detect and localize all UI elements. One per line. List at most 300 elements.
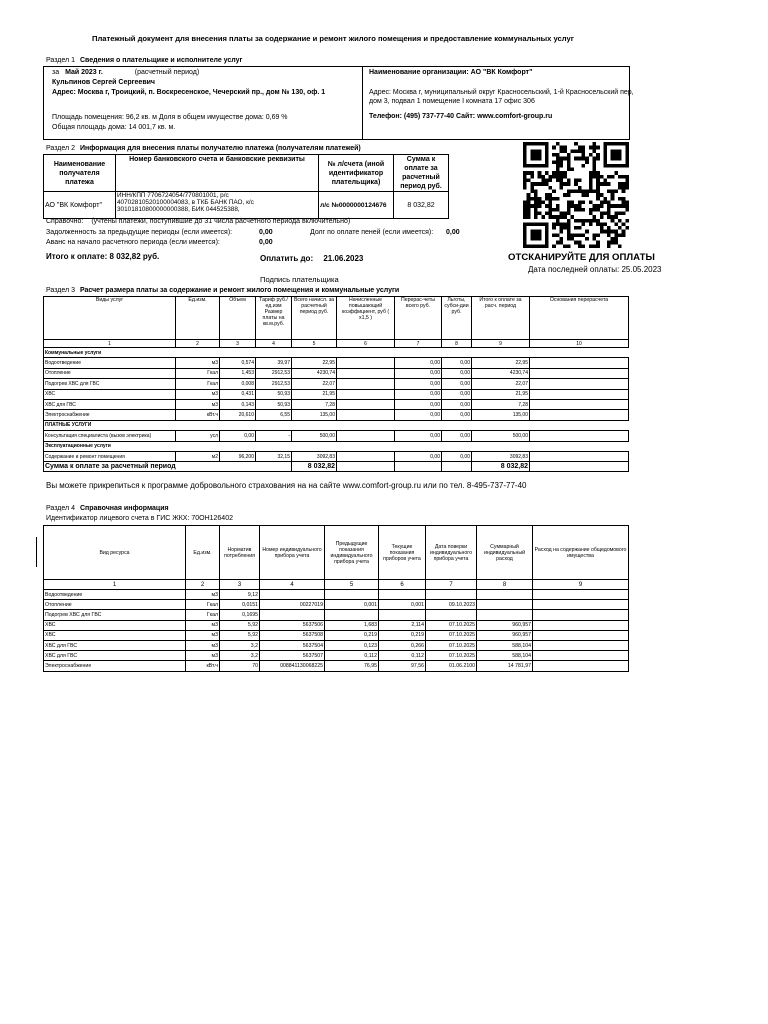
qr-module [592, 175, 596, 179]
qr-module [618, 226, 622, 230]
empty-cell [442, 462, 472, 472]
qr-module [560, 186, 564, 190]
table-cell: м3 [186, 630, 220, 640]
qr-module [592, 146, 596, 150]
qr-module [611, 215, 615, 219]
qr-module [589, 219, 593, 223]
qr-module [607, 211, 611, 215]
qr-module [611, 193, 615, 197]
box-divider [362, 67, 363, 139]
qr-module [556, 171, 560, 175]
table-cell [337, 368, 395, 378]
table-cell: - [256, 431, 292, 441]
table-cell: 0,00 [395, 389, 442, 399]
qr-module [596, 186, 600, 190]
qr-module [567, 164, 571, 168]
qr-module [574, 219, 578, 223]
empty-cell [472, 348, 530, 358]
qr-module [560, 149, 564, 153]
column-number: 9 [533, 580, 629, 590]
qr-module [589, 211, 593, 215]
qr-module [552, 215, 556, 219]
qr-module [552, 175, 556, 179]
qr-module [614, 204, 618, 208]
table-row [44, 410, 629, 420]
resource-name: ХВС [44, 630, 186, 640]
qr-module [578, 241, 582, 245]
qr-module [523, 171, 527, 175]
table-cell [337, 399, 395, 409]
table-cell: 9,12 [220, 590, 260, 600]
qr-module [523, 186, 527, 190]
qr-module [563, 215, 567, 219]
qr-module [596, 208, 600, 212]
qr-module [592, 168, 596, 172]
qr-module [530, 186, 534, 190]
qr-module [592, 171, 596, 175]
table-cell: 3,2 [220, 651, 260, 661]
qr-module [556, 208, 560, 212]
table-cell: 5637506 [260, 620, 325, 630]
table-row [44, 399, 629, 409]
reference-note: (учтены платежи, поступившие до 31 числа расчетного периода включительно) [91, 218, 351, 225]
empty-cell [395, 420, 442, 430]
table-cell: 0,219 [325, 630, 379, 640]
column-header: Текущие показания приборов учета [379, 526, 426, 580]
period-line [52, 69, 199, 77]
qr-module [611, 197, 615, 201]
group-row [44, 441, 629, 451]
table-cell [530, 358, 629, 368]
qr-module [592, 142, 596, 146]
table-cell: 0,00 [395, 399, 442, 409]
qr-module [589, 208, 593, 212]
table-cell: 0,001 [379, 600, 426, 610]
qr-module [541, 200, 545, 204]
total-row [44, 462, 629, 472]
qr-module [549, 175, 553, 179]
qr-module [625, 204, 629, 208]
qr-module [625, 226, 629, 230]
service-name: Отопление [44, 368, 176, 378]
column-number: 1 [44, 580, 186, 590]
table-cell: 1,453 [220, 368, 256, 378]
qr-module [556, 153, 560, 157]
table-cell: 6,55 [256, 410, 292, 420]
table-cell: 500,00 [292, 431, 337, 441]
qr-module [552, 222, 556, 226]
table-cell: 2912,53 [256, 368, 292, 378]
service-name: ХВС [44, 389, 176, 399]
qr-module [574, 182, 578, 186]
qr-module [603, 200, 607, 204]
qr-finder-core [530, 149, 541, 160]
qr-module [549, 186, 553, 190]
qr-module [614, 230, 618, 234]
qr-module [589, 200, 593, 204]
column-header: Виды услуг [44, 297, 176, 340]
section4-title: Справочная информация [79, 505, 169, 512]
column-number: 3 [220, 580, 260, 590]
qr-module [603, 230, 607, 234]
table-cell: 0,112 [325, 651, 379, 661]
section3-heading [46, 287, 399, 295]
resource-name: ХВС для ГВС [44, 651, 186, 661]
table-cell: Гкал [176, 379, 220, 389]
pay-until-label: Оплатить до: [260, 254, 314, 263]
qr-module [567, 230, 571, 234]
table-cell: 50,93 [256, 399, 292, 409]
qr-module [574, 233, 578, 237]
recipient-row [44, 192, 449, 219]
qr-module [567, 153, 571, 157]
group-row [44, 420, 629, 430]
qr-module [563, 171, 567, 175]
qr-module [578, 149, 582, 153]
qr-module [607, 190, 611, 194]
column-number: 8 [477, 580, 533, 590]
qr-module [622, 233, 626, 237]
qr-module [563, 222, 567, 226]
table-cell: 0,00 [220, 431, 256, 441]
table-cell: 00227019 [260, 600, 325, 610]
qr-module [560, 164, 564, 168]
qr-module [545, 171, 549, 175]
qr-module [589, 182, 593, 186]
qr-module [545, 182, 549, 186]
empty-cell [530, 420, 629, 430]
payer-signature: Подпись плательщика [260, 275, 339, 284]
table-cell: 0,00 [442, 389, 472, 399]
qr-module [581, 157, 585, 161]
qr-module [600, 204, 604, 208]
column-number: 2 [186, 580, 220, 590]
qr-module [571, 215, 575, 219]
table-cell [379, 610, 426, 620]
table-cell: 22,95 [472, 358, 530, 368]
qr-module [560, 222, 564, 226]
table-row [44, 379, 629, 389]
table-cell: 588,104 [477, 651, 533, 661]
qr-finder-core [611, 149, 622, 160]
qr-module [541, 175, 545, 179]
qr-module [560, 157, 564, 161]
qr-module [585, 237, 589, 241]
qr-module [552, 197, 556, 201]
empty-cell [292, 348, 337, 358]
qr-module [552, 160, 556, 164]
section3-number: Раздел 3 [46, 287, 75, 294]
qr-module [563, 182, 567, 186]
qr-module [567, 182, 571, 186]
table-row [44, 389, 629, 399]
qr-module [545, 197, 549, 201]
table-cell: 01.06.2100 [426, 661, 477, 671]
empty-cell [220, 420, 256, 430]
qr-module [563, 157, 567, 161]
qr-module [552, 171, 556, 175]
table-row [44, 451, 629, 461]
qr-module [622, 211, 626, 215]
qr-module [549, 193, 553, 197]
qr-module [618, 197, 622, 201]
table-cell [325, 610, 379, 620]
qr-module [538, 204, 542, 208]
period-prefix: за [52, 69, 60, 76]
empty-cell [256, 348, 292, 358]
qr-module [596, 233, 600, 237]
table-cell: 0,00 [442, 358, 472, 368]
table-cell [337, 410, 395, 420]
table-cell: м3 [186, 651, 220, 661]
table-cell: м3 [186, 640, 220, 650]
table-cell: 0,00 [442, 399, 472, 409]
qr-module [614, 222, 618, 226]
document-title: Платежный документ для внесения платы за содержание и ремонт жилого помещения и предоставление коммунальных услуг [92, 34, 574, 43]
payer-name: Кульпинов Сергей Сергеевич [52, 79, 155, 86]
penalty-value: 0,00 [446, 229, 460, 236]
qr-module [622, 182, 626, 186]
qr-module [578, 208, 582, 212]
qr-module [574, 157, 578, 161]
qr-module [614, 171, 618, 175]
qr-module [527, 215, 531, 219]
group-title: ПЛАТНЫЕ УСЛУГИ [44, 420, 176, 430]
table-cell: 5637504 [260, 640, 325, 650]
table-row [44, 590, 629, 600]
insurance-note: Вы можете прикрепиться к программе добровольного страхования на на сайте www.comfort-group.ru или по тел. 8-495-737-77-40 [46, 481, 527, 490]
qr-module [574, 190, 578, 194]
qr-module [560, 241, 564, 245]
table-cell: 0,00 [395, 358, 442, 368]
qr-module [589, 186, 593, 190]
advance-label: Аванс на начало расчетного периода (если имеется): [46, 239, 220, 246]
qr-module [600, 226, 604, 230]
table-cell: кВт.ч [186, 661, 220, 671]
table-cell [337, 431, 395, 441]
table-cell: 0,00 [395, 431, 442, 441]
qr-module [560, 182, 564, 186]
qr-module [603, 222, 607, 226]
qr-module [622, 197, 626, 201]
qr-module [585, 230, 589, 234]
qr-module [611, 237, 615, 241]
qr-module [530, 197, 534, 201]
table-cell [325, 590, 379, 600]
table-cell [477, 590, 533, 600]
qr-module [607, 241, 611, 245]
qr-module [600, 200, 604, 204]
qr-module [596, 157, 600, 161]
qr-module [596, 204, 600, 208]
qr-module [578, 233, 582, 237]
qr-module [592, 149, 596, 153]
section2-number: Раздел 2 [46, 145, 75, 152]
recipient-table-header [44, 155, 449, 192]
qr-module [589, 222, 593, 226]
qr-module [571, 233, 575, 237]
qr-module [592, 237, 596, 241]
qr-module [585, 190, 589, 194]
qr-module [581, 208, 585, 212]
qr-module [567, 237, 571, 241]
table-cell: 76,95 [325, 661, 379, 671]
qr-module [560, 146, 564, 150]
qr-module [625, 200, 629, 204]
table-cell [426, 610, 477, 620]
billing-period: Май 2023 г. [65, 69, 103, 76]
total-to-pay: Итого к оплате: 8 032,82 руб. [46, 252, 160, 261]
qr-module [600, 222, 604, 226]
qr-module [607, 200, 611, 204]
qr-module [567, 244, 571, 248]
org-address-line2: дом 3, подвал 1 помещение I комната 17 офис 306 [369, 98, 535, 105]
qr-module [552, 208, 556, 212]
gis-account-id: Идентификатор лицевого счета в ГИС ЖКХ: 70ОН126402 [46, 515, 233, 522]
table-cell [533, 640, 629, 650]
advance-value: 0,00 [259, 239, 273, 246]
empty-cell [176, 348, 220, 358]
qr-module [556, 233, 560, 237]
empty-cell [395, 462, 442, 472]
table-cell: 0,1695 [220, 610, 260, 620]
table-cell: Гкал [186, 600, 220, 610]
column-header: Суммарный индивидуальный расход [477, 526, 533, 580]
table-cell: м3 [186, 620, 220, 630]
qr-module [622, 175, 626, 179]
table-cell [530, 431, 629, 441]
qr-module [589, 146, 593, 150]
payment-qr-code[interactable] [523, 142, 629, 248]
col-recipient-name: Наименование получателя платежа [44, 155, 116, 192]
qr-module [578, 186, 582, 190]
qr-module [607, 244, 611, 248]
scan-to-pay: ОТСКАНИРУЙТЕ ДЛЯ ОПЛАТЫ [508, 252, 655, 263]
qr-module [549, 211, 553, 215]
table-cell: 7,28 [472, 399, 530, 409]
qr-module [618, 204, 622, 208]
table-cell [533, 590, 629, 600]
qr-module [556, 241, 560, 245]
column-header: Основания перерасчета [530, 297, 629, 340]
qr-module [585, 160, 589, 164]
qr-module [625, 179, 629, 183]
empty-cell [337, 420, 395, 430]
qr-module [607, 215, 611, 219]
pay-until [260, 254, 363, 263]
qr-module [545, 211, 549, 215]
qr-module [614, 190, 618, 194]
empty-cell [220, 348, 256, 358]
qr-module [614, 241, 618, 245]
column-number: 1 [44, 340, 176, 348]
service-name: Консультация специалиста (вызов электрика) [44, 431, 176, 441]
table-cell [533, 651, 629, 661]
table-cell: 0,112 [379, 651, 426, 661]
table-cell: 3092,83 [292, 451, 337, 461]
empty-cell [176, 441, 220, 451]
table-cell: 21,95 [472, 389, 530, 399]
account-number: л/с №0000000124676 [319, 192, 394, 219]
qr-module [527, 179, 531, 183]
empty-cell [292, 420, 337, 430]
table-cell: 07.10.2025 [426, 651, 477, 661]
period-note: (расчетный период) [134, 69, 200, 76]
qr-module [596, 190, 600, 194]
column-header: Ед.изм. [186, 526, 220, 580]
group-title: Эксплуатационные услуги [44, 441, 176, 451]
empty-cell [530, 441, 629, 451]
qr-module [603, 211, 607, 215]
pay-until-date: 21.06.2023 [323, 254, 364, 263]
table-cell: 96,200 [220, 451, 256, 461]
column-header: Тариф руб./ед.изм Размер платы на кв.м.руб. [256, 297, 292, 340]
qr-module [549, 208, 553, 212]
qr-module [607, 208, 611, 212]
penalty-label: Долг по оплате пеней (если имеется): [310, 229, 434, 236]
margin-mark [36, 537, 37, 567]
qr-module [563, 244, 567, 248]
qr-module [592, 215, 596, 219]
qr-module [596, 197, 600, 201]
table-cell: 97,56 [379, 661, 426, 671]
column-header: Объем [220, 297, 256, 340]
qr-module [534, 204, 538, 208]
qr-module [567, 193, 571, 197]
qr-module [560, 211, 564, 215]
qr-module [549, 204, 553, 208]
amount-due: 8 032,82 [394, 192, 449, 219]
qr-module [556, 175, 560, 179]
group-title: Коммунальные услуги [44, 348, 176, 358]
qr-module [618, 182, 622, 186]
column-number: 5 [325, 580, 379, 590]
qr-module [534, 211, 538, 215]
table-cell: 32,15 [256, 451, 292, 461]
qr-module [625, 208, 629, 212]
resource-name: Отопление [44, 600, 186, 610]
qr-module [552, 190, 556, 194]
qr-module [622, 200, 626, 204]
table-cell [530, 368, 629, 378]
qr-module [560, 175, 564, 179]
table-cell: 0,431 [220, 389, 256, 399]
table-cell: 0,219 [379, 630, 426, 640]
qr-module [578, 190, 582, 194]
column-header: Расход на содержание общедомового имущества [533, 526, 629, 580]
qr-module [567, 208, 571, 212]
qr-module [618, 211, 622, 215]
qr-module [622, 230, 626, 234]
column-number: 7 [426, 580, 477, 590]
qr-module [574, 204, 578, 208]
qr-module [534, 182, 538, 186]
empty-cell [442, 441, 472, 451]
qr-module [578, 200, 582, 204]
qr-module [549, 215, 553, 219]
table-cell: 20,610 [220, 410, 256, 420]
column-number: 7 [395, 340, 442, 348]
qr-module [611, 175, 615, 179]
empty-cell [442, 420, 472, 430]
column-number: 6 [337, 340, 395, 348]
qr-module [596, 219, 600, 223]
qr-module [596, 241, 600, 245]
qr-module [556, 164, 560, 168]
qr-module [538, 175, 542, 179]
qr-module [578, 226, 582, 230]
qr-module [527, 211, 531, 215]
